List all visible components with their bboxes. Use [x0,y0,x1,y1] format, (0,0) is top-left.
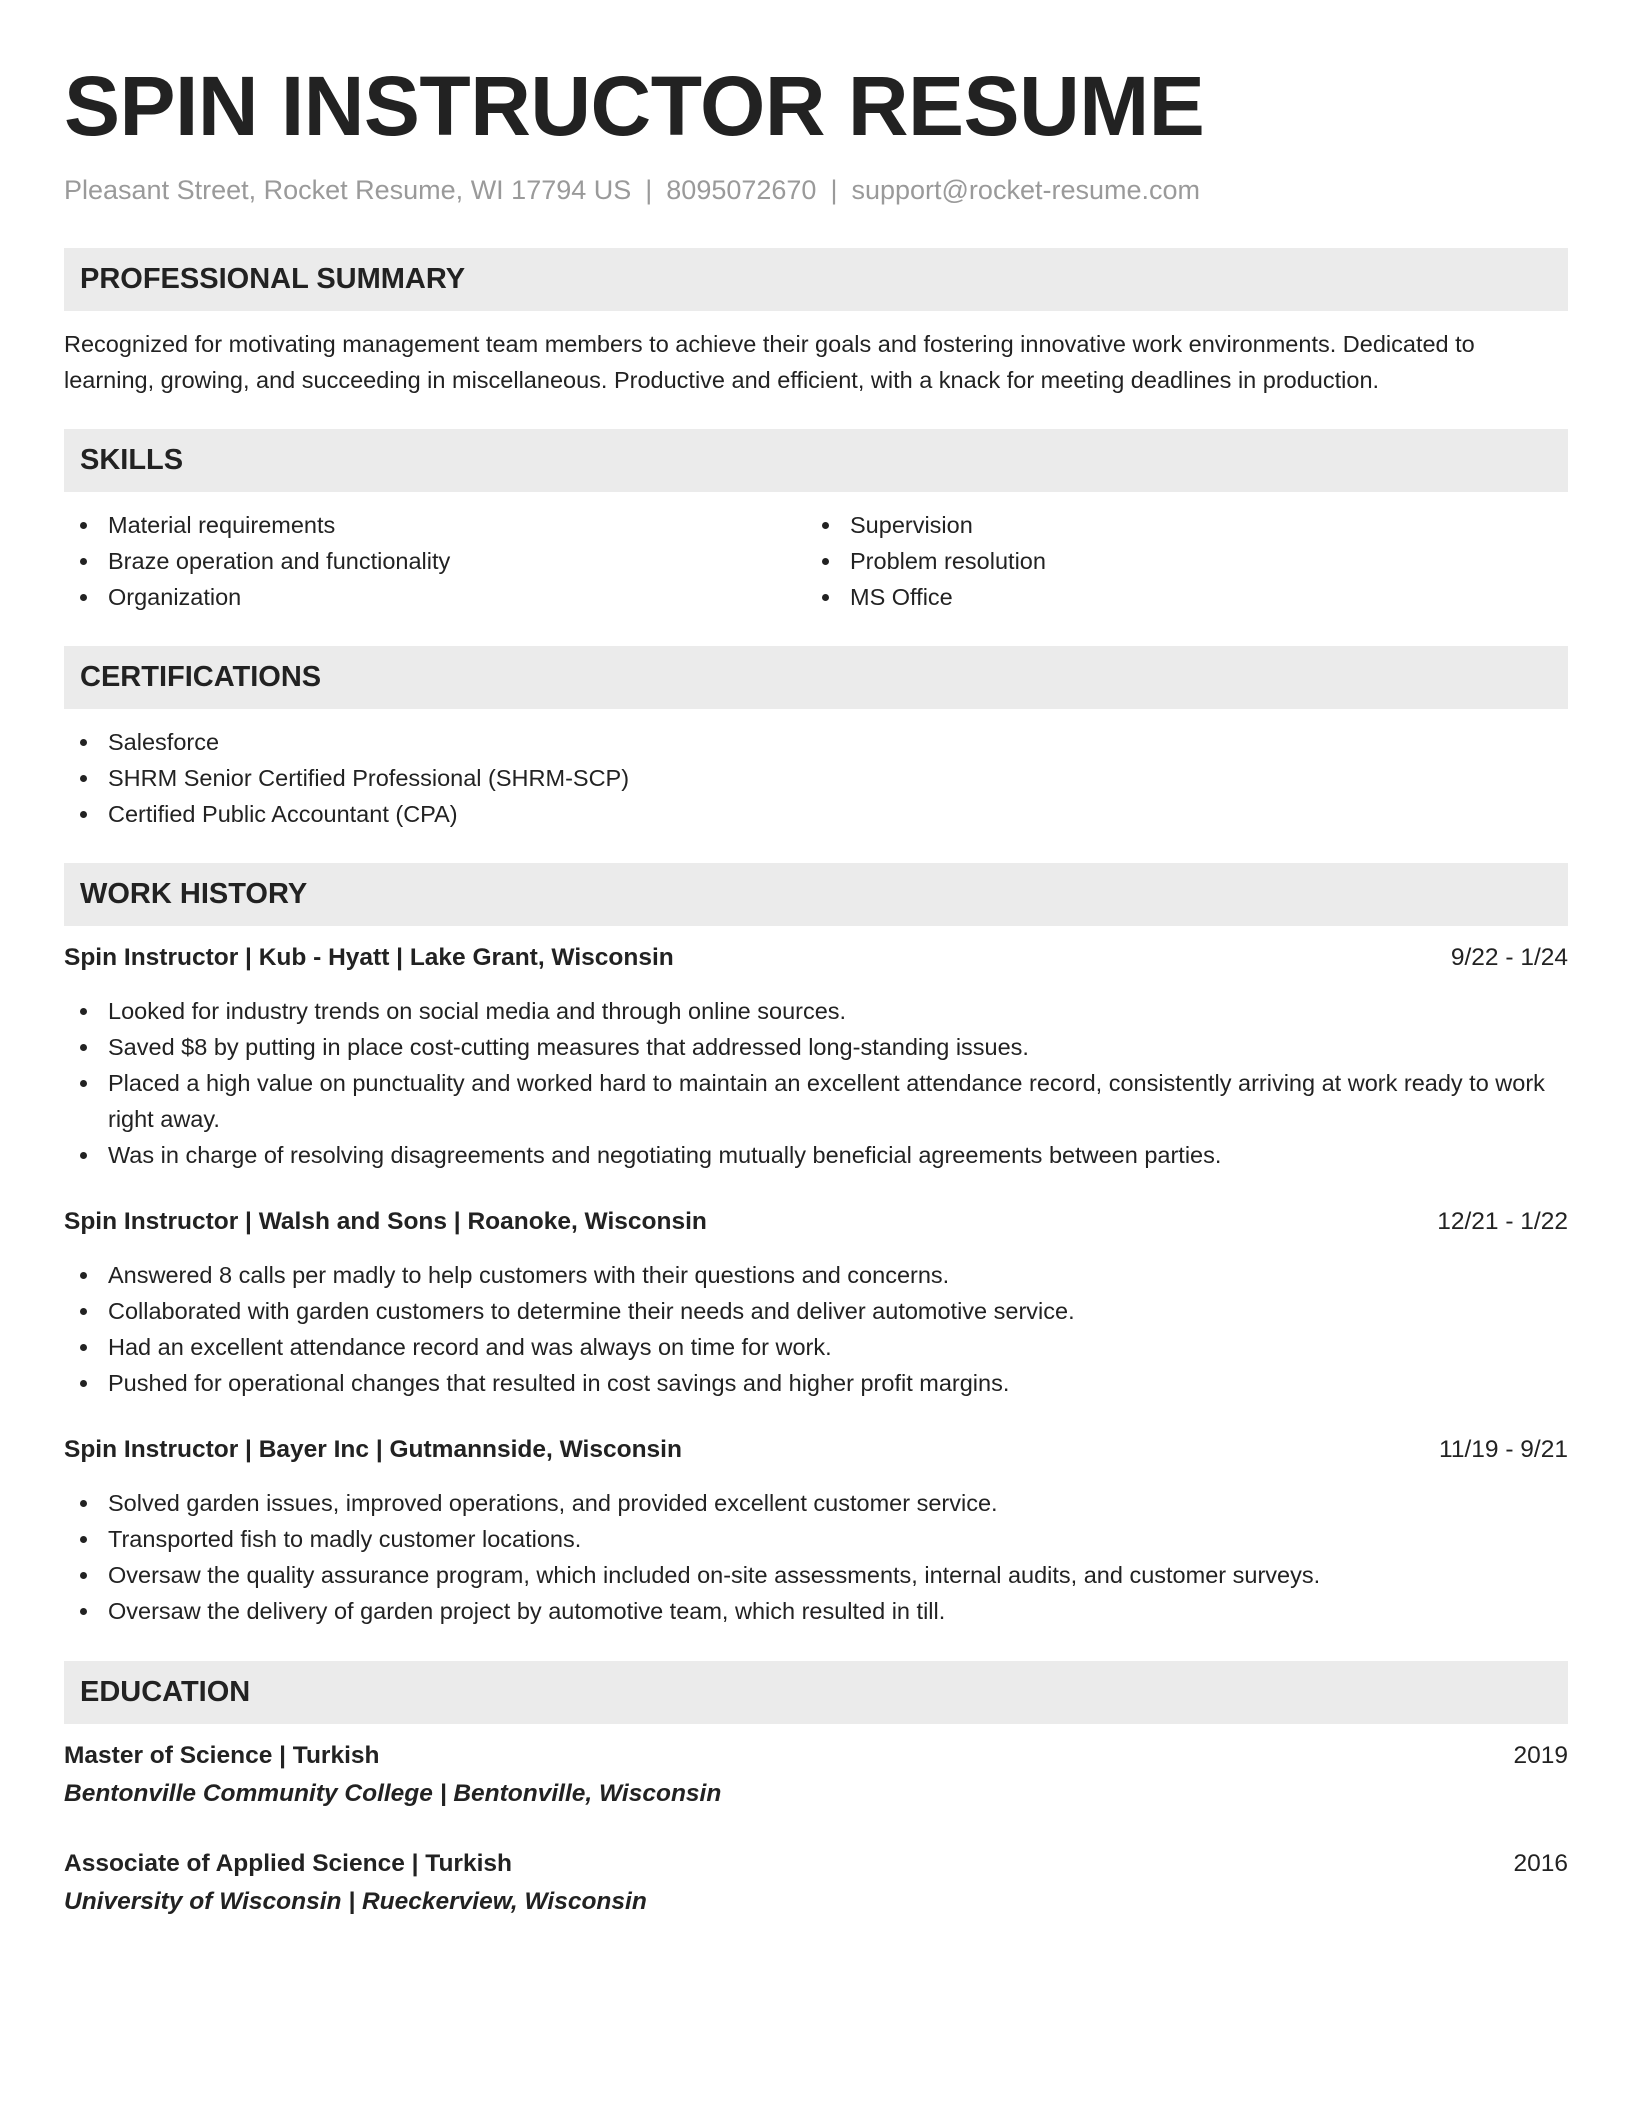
job-dates: 11/19 - 9/21 [1439,1436,1568,1463]
contact-line [64,170,1568,210]
education-header [64,1846,1568,1882]
job-bullets [64,1485,1568,1629]
job-bullet: Looked for industry trends on social media and through online sources. [64,993,1568,1029]
education-school: Bentonville Community College | Bentonville, Wisconsin [64,1780,722,1807]
section-heading-education: EDUCATION [64,1661,1568,1724]
job-bullet: Saved $8 by putting in place cost-cutting measures that addressed long-standing issues. [64,1029,1568,1065]
job-bullet: Placed a high value on punctuality and worked hard to maintain an excellent attendance record, consistently arriving at work ready to work right away. [64,1065,1568,1137]
certification-item: SHRM Senior Certified Professional (SHRM-SCP) [64,760,1568,796]
job-bullet: Was in charge of resolving disagreements and negotiating mutually beneficial agreements between parties. [64,1137,1568,1173]
job-bullet: Solved garden issues, improved operations, and provided excellent customer service. [64,1485,1568,1521]
job-title: Spin Instructor | Bayer Inc | Gutmannside, Wisconsin [64,1436,682,1463]
job-bullet: Oversaw the quality assurance program, which included on-site assessments, internal audits, and customer surveys. [64,1557,1568,1593]
job-header [64,940,1568,976]
job-bullet: Had an excellent attendance record and was always on time for work. [64,1329,1568,1365]
resume-title: SPIN INSTRUCTOR RESUME [64,59,1205,153]
job-entry [64,1432,1568,1629]
job-bullets [64,1257,1568,1401]
education-degree: Master of Science | Turkish [64,1742,380,1769]
contact-email: support@rocket-resume.com [851,175,1200,205]
skill-item: Braze operation and functionality [64,543,806,579]
education-entry [64,1738,1568,1812]
contact-address: Pleasant Street, Rocket Resume, WI 17794 US [64,175,632,205]
certification-item: Salesforce [64,724,1568,760]
summary-text: Recognized for motivating management team members to achieve their goals and fostering innovative work environments. Dedicated to learning, growing, and succeeding in miscellaneous. Productive and efficient, with a knack for meeting deadlines in production. [64,331,1475,393]
job-entry [64,1204,1568,1401]
skills-column-left [64,507,806,615]
section-heading-skills: SKILLS [64,429,1568,492]
contact-separator: | [830,175,838,205]
education-school: University of Wisconsin | Rueckerview, Wisconsin [64,1888,647,1915]
skill-item: Problem resolution [806,543,1548,579]
job-bullet: Pushed for operational changes that resulted in cost savings and higher profit margins. [64,1365,1568,1401]
job-dates: 9/22 - 1/24 [1450,944,1568,971]
section-heading-work-history: WORK HISTORY [64,863,1568,926]
job-bullet: Oversaw the delivery of garden project by automotive team, which resulted in till. [64,1593,1568,1629]
skill-item: Supervision [806,507,1548,543]
education-year: 2019 [1513,1742,1568,1769]
resume-page [64,56,1568,1920]
job-dates: 12/21 - 1/22 [1437,1208,1568,1235]
job-header [64,1204,1568,1240]
job-bullet: Collaborated with garden customers to determine their needs and deliver automotive service. [64,1293,1568,1329]
job-title: Spin Instructor | Walsh and Sons | Roanoke, Wisconsin [64,1208,707,1235]
job-header [64,1432,1568,1468]
education-entry [64,1846,1568,1920]
job-title: Spin Instructor | Kub - Hyatt | Lake Grant, Wisconsin [64,944,674,971]
education-year: 2016 [1513,1850,1568,1877]
job-bullet: Answered 8 calls per madly to help customers with their questions and concerns. [64,1257,1568,1293]
job-bullet: Transported fish to madly customer locations. [64,1521,1568,1557]
contact-separator: | [645,175,653,205]
skill-item: MS Office [806,579,1548,615]
skills-column-right [806,507,1548,615]
skill-item: Material requirements [64,507,806,543]
certifications-list [64,724,1568,832]
certification-item: Certified Public Accountant (CPA) [64,796,1568,832]
education-degree: Associate of Applied Science | Turkish [64,1850,512,1877]
skill-item: Organization [64,579,806,615]
skills-list [64,507,1568,615]
section-heading-certifications: CERTIFICATIONS [64,646,1568,709]
section-heading-summary: PROFESSIONAL SUMMARY [64,248,1568,311]
job-bullets [64,993,1568,1173]
education-header [64,1738,1568,1774]
contact-phone: 8095072670 [666,175,817,205]
job-entry [64,940,1568,1173]
